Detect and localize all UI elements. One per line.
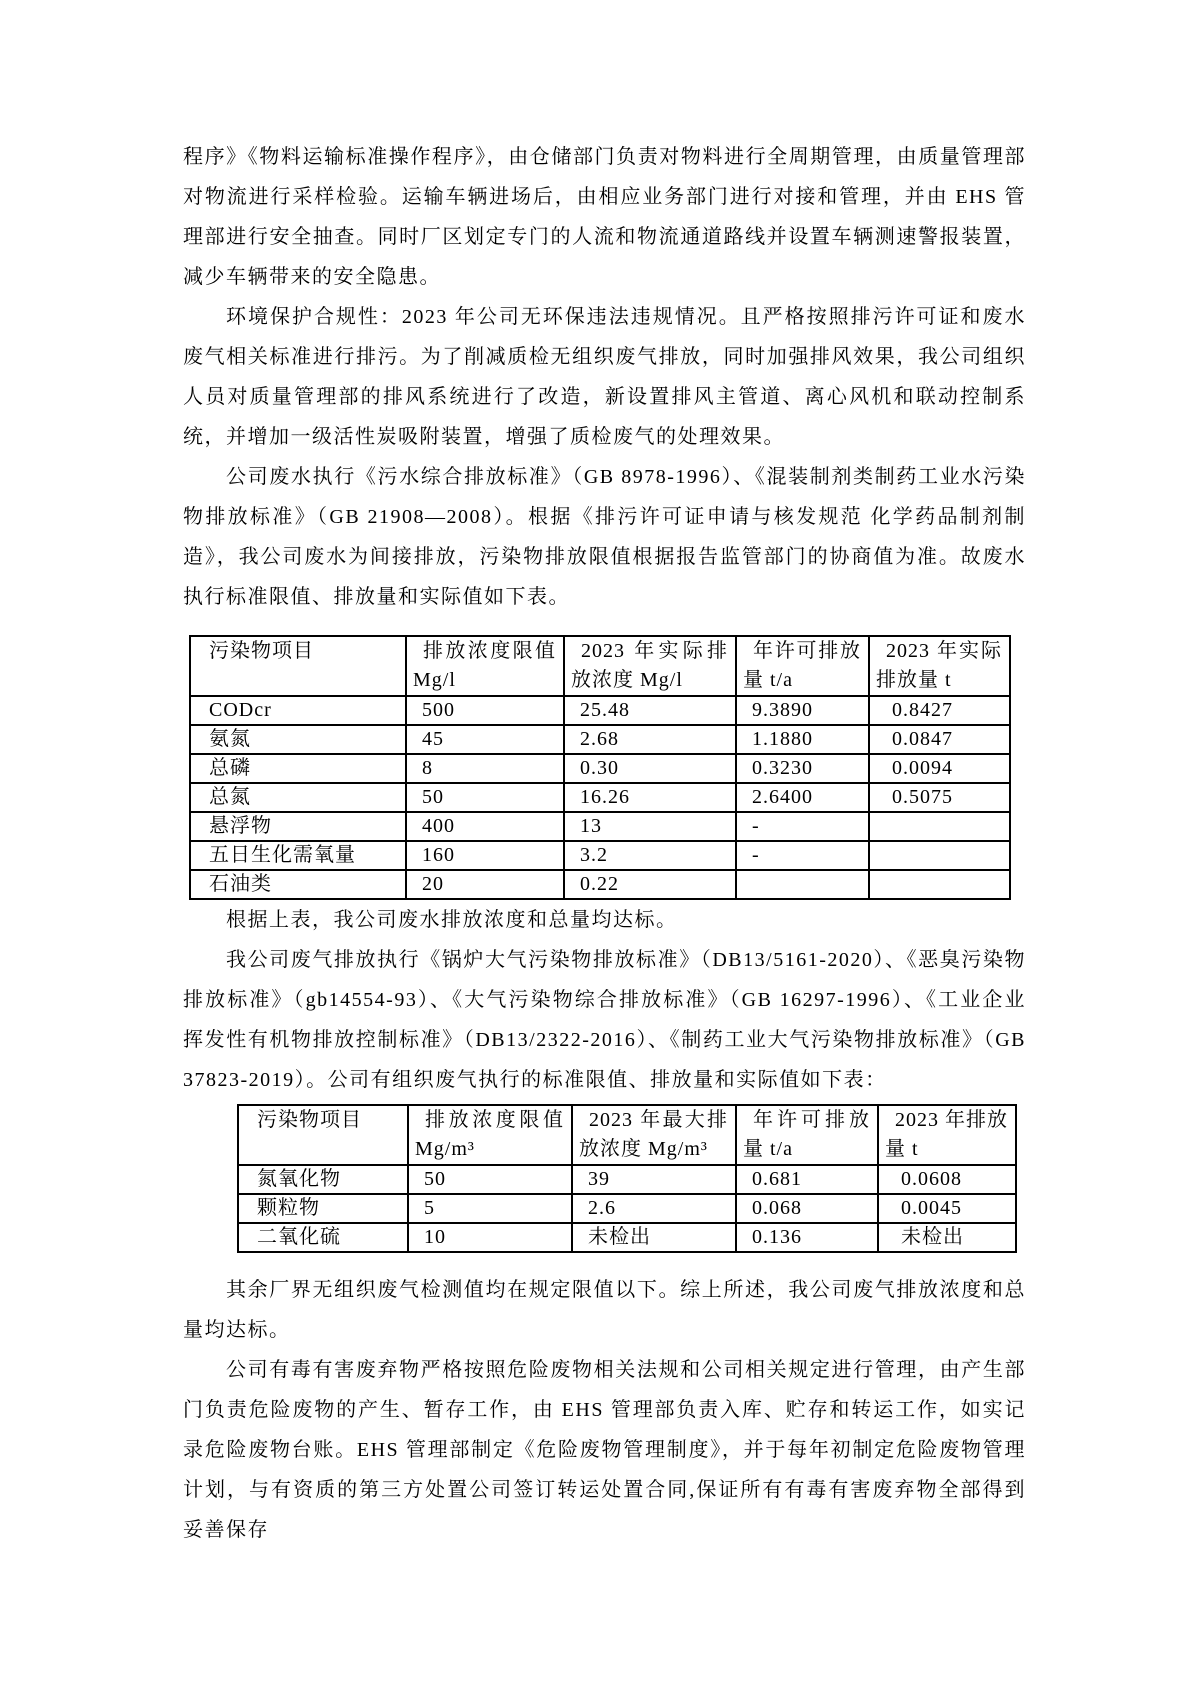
table-cell: CODcr	[190, 696, 406, 725]
header-line: 放浓度 Mg/m³	[579, 1138, 708, 1160]
table-row	[190, 841, 1010, 870]
table-header-cell	[190, 636, 406, 696]
table-row	[190, 754, 1010, 783]
table-row	[190, 812, 1010, 841]
wastewater-emissions-table	[189, 635, 1011, 900]
header-line: Mg/l	[413, 669, 456, 691]
table-cell	[736, 870, 869, 899]
table-cell: 氮氧化物	[238, 1165, 408, 1194]
header-line: Mg/m³	[415, 1138, 475, 1160]
table-header-cell	[878, 1105, 1016, 1165]
table-row	[190, 696, 1010, 725]
header-line: 2023 年最大排	[589, 1109, 728, 1131]
header-line: 污染物项目	[209, 640, 314, 662]
header-line: 排放浓度限值	[423, 640, 556, 662]
table-cell: 2.6400	[736, 783, 869, 812]
table-cell: 悬浮物	[190, 812, 406, 841]
table-header-cell	[564, 636, 736, 696]
paragraph-material-transport: 程序》《物料运输标准操作程序》，由仓储部门负责对物料进行全周期管理，由质量管理部对物流进行采样检验。运输车辆进场后，由相应业务部门进行对接和管理，并由 EHS 管理部进行安全抽查。同时厂区划定专门的人流和物流通道路线并设置车辆测速警报装置，减少车辆带来的安全隐患。	[183, 146, 1026, 288]
table-cell: -	[736, 812, 869, 841]
table-cell: 25.48	[564, 696, 736, 725]
table-header-cell	[736, 636, 869, 696]
table-cell: 颗粒物	[238, 1194, 408, 1223]
table-cell: 500	[406, 696, 564, 725]
table-cell: 0.22	[564, 870, 736, 899]
header-line: 2023 年实际	[886, 640, 1002, 662]
paragraph-wastewater-standards: 公司废水执行《污水综合排放标准》（GB 8978-1996）、《混装制剂类制药工业水污染物排放标准》（GB 21908—2008）。根据《排污许可证申请与核发规范 化学药品制剂制造》，我公司废水为间接排放，污染物排放限值根据报告监管部门的协商值为准。故废水执行标准限值、排放量和实际值如下表。	[183, 466, 1026, 608]
table-cell: 2.6	[572, 1194, 736, 1223]
table-cell: 0.681	[736, 1165, 878, 1194]
document-content	[183, 137, 1026, 1550]
table-header-cell	[406, 636, 564, 696]
table-header-cell	[736, 1105, 878, 1165]
table-cell	[869, 841, 1010, 870]
table-cell: 8	[406, 754, 564, 783]
table-cell: 0.0045	[878, 1194, 1016, 1223]
table-cell: 50	[406, 783, 564, 812]
table-cell: 总磷	[190, 754, 406, 783]
table-cell: 160	[406, 841, 564, 870]
table-cell: 0.0094	[869, 754, 1010, 783]
table-cell: 未检出	[572, 1223, 736, 1252]
paragraph-waste-gas-standards: 我公司废气排放执行《锅炉大气污染物排放标准》（DB13/5161-2020）、《恶臭污染物排放标准》（gb14554-93）、《大气污染物综合排放标准》（GB 16297-1996）、《工业企业挥发性有机物排放控制标准》（DB13/2322-2016）、《制药工业大气污染物排放标准》（GB 37823-2019）。公司有组织废气执行的标准限值、排放量和实际值如下表：	[183, 949, 1026, 1091]
table-header-row	[190, 636, 1010, 696]
waste-gas-emissions-table	[237, 1104, 1017, 1253]
table-row	[238, 1165, 1016, 1194]
paragraph-environmental-compliance: 环境保护合规性：2023 年公司无环保违法违规情况。且严格按照排污许可证和废水废气相关标准进行排污。为了削减质检无组织废气排放，同时加强排风效果，我公司组织人员对质量管理部的排风系统进行了改造，新设置排风主管道、离心风机和联动控制系统，并增加一级活性炭吸附装置，增强了质检废气的处理效果。	[183, 306, 1026, 448]
table-cell: 20	[406, 870, 564, 899]
table-cell: 39	[572, 1165, 736, 1194]
table-cell: 五日生化需氧量	[190, 841, 406, 870]
table-row	[190, 870, 1010, 899]
header-line: 排放量 t	[876, 669, 952, 691]
table-cell: 0.0608	[878, 1165, 1016, 1194]
header-line: 排放浓度限值	[425, 1109, 564, 1131]
table-cell: 5	[408, 1194, 572, 1223]
table-cell: 0.8427	[869, 696, 1010, 725]
table-cell: 石油类	[190, 870, 406, 899]
table-cell: 45	[406, 725, 564, 754]
table-cell: 0.0847	[869, 725, 1010, 754]
paragraph-wastewater-conclusion: 根据上表，我公司废水排放浓度和总量均达标。	[226, 909, 678, 931]
header-line: 量 t/a	[743, 1138, 793, 1160]
table-cell: 3.2	[564, 841, 736, 870]
table-cell: 0.30	[564, 754, 736, 783]
header-line: 量 t	[885, 1138, 919, 1160]
table-row	[238, 1223, 1016, 1252]
table-row	[190, 725, 1010, 754]
table-cell: 50	[408, 1165, 572, 1194]
header-line: 量 t/a	[743, 669, 793, 691]
table-cell: 0.136	[736, 1223, 878, 1252]
header-line: 年许可排放	[753, 640, 861, 662]
table-cell: 13	[564, 812, 736, 841]
table-cell: 16.26	[564, 783, 736, 812]
table-cell: 总氮	[190, 783, 406, 812]
table-row	[190, 783, 1010, 812]
table-cell	[869, 812, 1010, 841]
table-header-cell	[408, 1105, 572, 1165]
table-row	[238, 1194, 1016, 1223]
table-cell: -	[736, 841, 869, 870]
table-cell: 1.1880	[736, 725, 869, 754]
table-header-cell	[869, 636, 1010, 696]
header-line: 2023 年排放	[895, 1109, 1008, 1131]
table-cell	[869, 870, 1010, 899]
table-cell: 二氧化硫	[238, 1223, 408, 1252]
table-header-cell	[238, 1105, 408, 1165]
header-line: 放浓度 Mg/l	[571, 669, 683, 691]
table-cell: 未检出	[878, 1223, 1016, 1252]
table-cell: 0.068	[736, 1194, 878, 1223]
table-cell: 0.5075	[869, 783, 1010, 812]
table-cell: 氨氮	[190, 725, 406, 754]
table-cell: 0.3230	[736, 754, 869, 783]
table-header-row	[238, 1105, 1016, 1165]
table-cell: 2.68	[564, 725, 736, 754]
header-line: 2023 年实际排	[581, 640, 728, 662]
paragraph-waste-gas-conclusion: 其余厂界无组织废气检测值均在规定限值以下。综上所述，我公司废气排放浓度和总量均达标。	[183, 1279, 1026, 1341]
header-line: 年许可排放	[753, 1109, 870, 1131]
header-line: 污染物项目	[257, 1109, 362, 1131]
table-cell: 400	[406, 812, 564, 841]
paragraph-hazardous-waste: 公司有毒有害废弃物严格按照危险废物相关法规和公司相关规定进行管理，由产生部门负责危险废物的产生、暂存工作，由 EHS 管理部负责入库、贮存和转运工作，如实记录危险废物台账。EHS 管理部制定《危险废物管理制度》，并于每年初制定危险废物管理计划，与有资质的第三方处置公司签订转运处置合同,保证所有有毒有害废弃物全部得到妥善保存	[183, 1359, 1026, 1541]
table-header-cell	[572, 1105, 736, 1165]
table-cell: 10	[408, 1223, 572, 1252]
table-cell: 9.3890	[736, 696, 869, 725]
